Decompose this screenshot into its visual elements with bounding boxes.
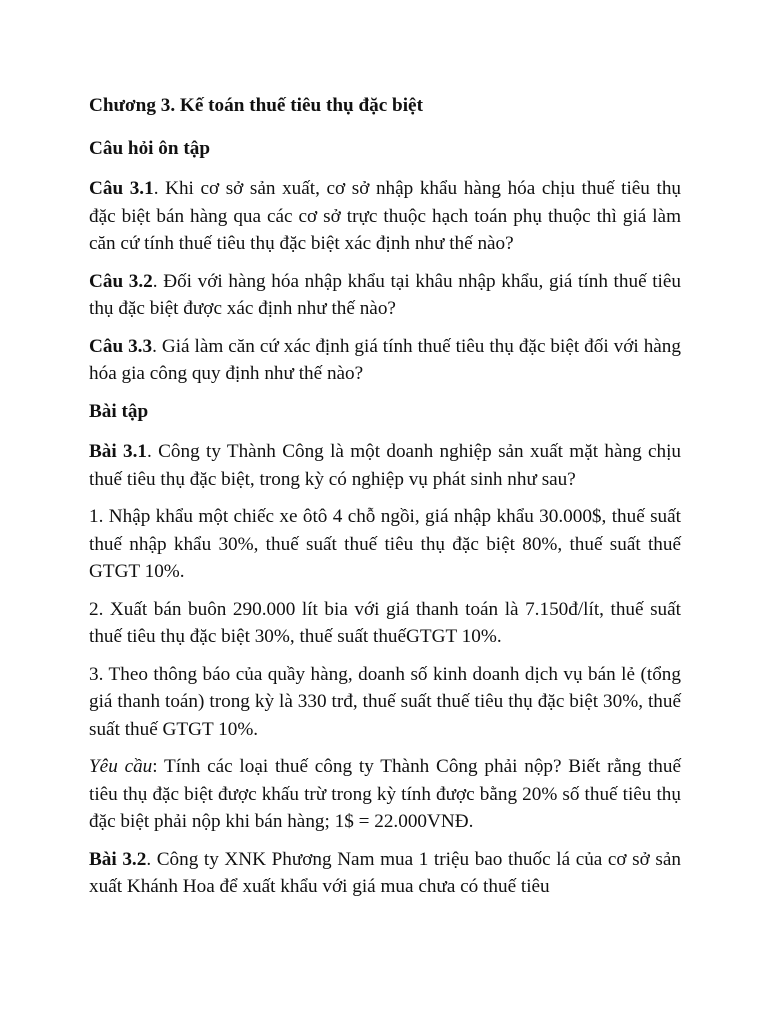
document-page xyxy=(89,92,681,911)
chapter-title: Chương 3. Kế toán thuế tiêu thụ đặc biệt xyxy=(89,95,423,116)
exercise-item-1: 1. Nhập khẩu một chiếc xe ôtô 4 chỗ ngồi, giá nhập khẩu 30.000$, thuế suất thuế nhập khẩu 30%, thuế suất thuế tiêu thụ đặc biệt 80%, thuế suất thuế GTGT 10%. xyxy=(89,506,681,582)
exercise-3-1-intro xyxy=(89,438,681,493)
exercises-heading: Bài tập xyxy=(89,400,149,422)
exercise-item-2: 2. Xuất bán buôn 290.000 lít bia với giá thanh toán là 7.150đ/lít, thuế suất thuế tiêu thụ đặc biệt 30%, thuế suất thuếGTGT 10%. xyxy=(89,598,681,647)
exercise-intro-text: . Công ty XNK Phương Nam mua 1 triệu bao thuốc lá của cơ sở sản xuất Khánh Hoa để xuất khẩu với giá mua chưa có thuế tiêu xyxy=(89,848,681,897)
exercise-label: Bài 3.2 xyxy=(89,848,147,870)
exercise-intro-text: . Công ty Thành Công là một doanh nghiệp sản xuất mặt hàng chịu thuế tiêu thụ đặc biệt, trong kỳ có nghiệp vụ phát sinh như sau? xyxy=(89,441,681,490)
question-label: Câu 3.2 xyxy=(89,270,153,292)
exercise-requirement xyxy=(89,753,681,836)
exercise-3-2-intro xyxy=(89,846,681,901)
question-text: . Khi cơ sở sản xuất, cơ sở nhập khẩu hàng hóa chịu thuế tiêu thụ đặc biệt bán hàng qua các cơ sở trực thuộc hạch toán phụ thuộc thì giá làm căn cứ tính thuế tiêu thụ đặc biệt xác định như thế nào? xyxy=(89,178,682,254)
requirement-text: : Tính các loại thuế công ty Thành Công phải nộp? Biết rằng thuế tiêu thụ đặc biệt được khấu trừ trong kỳ tính được bằng 20% số thuế tiêu thụ đặc biệt phải nộp khi bán hàng; 1$ = 22.000VNĐ. xyxy=(89,756,681,832)
requirement-label: Yêu cầu xyxy=(89,756,153,777)
review-heading: Câu hỏi ôn tập xyxy=(89,137,211,159)
question-3-1 xyxy=(89,175,681,258)
exercise-item-3: 3. Theo thông báo của quầy hàng, doanh số kinh doanh dịch vụ bán lẻ (tổng giá thanh toán) trong kỳ là 330 trđ, thuế suất thuế tiêu thụ đặc biệt 30%, thuế suất thuế GTGT 10%. xyxy=(89,663,681,740)
question-text: . Giá làm căn cứ xác định giá tính thuế tiêu thụ đặc biệt đối với hàng hóa gia công quy định như thế nào? xyxy=(89,335,681,384)
exercise-label: Bài 3.1 xyxy=(89,441,148,462)
question-text: . Đối với hàng hóa nhập khẩu tại khâu nhập khẩu, giá tính thuế tiêu thụ đặc biệt được xác định như thế nào? xyxy=(89,270,682,319)
question-3-3 xyxy=(89,333,681,388)
question-label: Câu 3.3 xyxy=(89,335,153,357)
question-3-2 xyxy=(89,268,681,323)
question-label: Câu 3.1 xyxy=(89,178,154,199)
